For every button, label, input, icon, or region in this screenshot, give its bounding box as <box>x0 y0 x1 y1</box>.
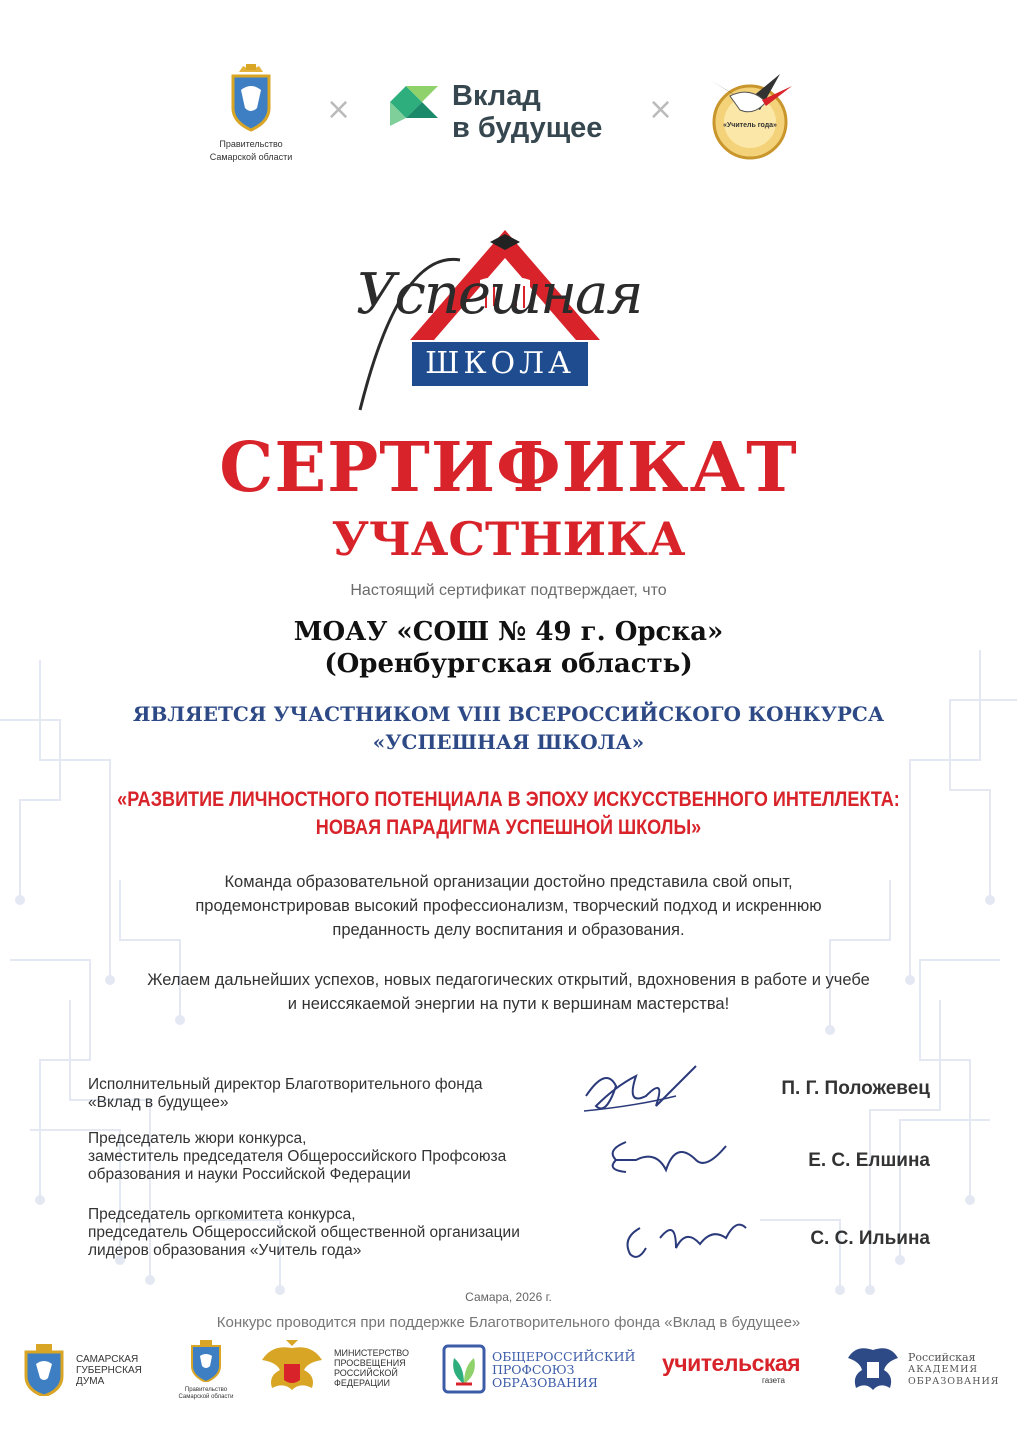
confirm-text: Настоящий сертификат подтверждает, что <box>350 582 667 599</box>
vklad-line1: Вклад <box>452 80 541 112</box>
gov-footer-line1: Правительство <box>184 1387 228 1393</box>
para2-line1: Желаем дальнейших успехов, новых педагогических открытий, вдохновения в работе и учебе <box>147 971 870 989</box>
support-text: Конкурс проводится при поддержке Благотворительного фонда «Вклад в будущее» <box>216 1314 801 1331</box>
contest-theme <box>106 786 912 842</box>
wishes-paragraph <box>60 968 957 1016</box>
para1-line1: Команда образовательной организации достойно представила свой опыт, <box>224 873 793 891</box>
duma-line1: САМАРСКАЯ <box>76 1354 139 1365</box>
signature-name-2: Е. С. Елшина <box>808 1150 930 1171</box>
school-logo-box: ШКОЛА <box>412 342 588 386</box>
theme-line2: НОВАЯ ПАРАДИГМА УСПЕШНОЙ ШКОЛЫ» <box>315 816 702 839</box>
samara-government-logo <box>196 64 306 163</box>
duma-line2: ГУБЕРНСКАЯ <box>76 1365 142 1376</box>
gazeta-main: учительская <box>662 1350 801 1376</box>
vklad-logo-mark <box>384 78 442 131</box>
vklad-line2: в будущее <box>452 112 603 144</box>
praise-paragraph <box>60 870 957 942</box>
coat-of-arms-icon <box>229 64 273 132</box>
recipient-region: (Оренбургская область) <box>324 649 693 679</box>
participant-line1: ЯВЛЯЕТСЯ УЧАСТНИКОМ VIII ВСЕРОССИЙСКОГО КОНКУРСА <box>132 702 885 726</box>
footer-ministry-logo <box>258 1340 418 1400</box>
footer-profsoyuz-logo <box>442 1344 642 1396</box>
footer-rao-logo <box>846 1342 1006 1398</box>
recipient-name: МОАУ «СОШ № 49 г. Орска» <box>293 617 724 647</box>
signature-name-1: П. Г. Положевец <box>781 1078 930 1099</box>
gazeta-sub: газета <box>762 1376 785 1385</box>
prof-line1: ОБЩЕРОССИЙСКИЙ <box>492 1349 636 1364</box>
sig3-role-line2: председатель Общероссийской общественной организации <box>88 1224 520 1241</box>
duma-line3: ДУМА <box>76 1376 105 1387</box>
double-eagle-icon <box>258 1340 326 1398</box>
duma-coat-icon <box>22 1344 66 1396</box>
theme-line1: «РАЗВИТИЕ ЛИЧНОСТНОГО ПОТЕНЦИАЛА В ЭПОХУ ИСКУССТВЕННОГО ИНТЕЛЛЕКТА: <box>117 788 900 811</box>
sig2-role-line2: заместитель председателя Общероссийского Профсоюза <box>88 1148 507 1165</box>
vklad-wordmark <box>452 80 602 144</box>
prof-line3: ОБРАЗОВАНИЯ <box>492 1375 598 1390</box>
sig2-role-line1: Председатель жюри конкурса, <box>88 1130 307 1147</box>
recipient-block <box>0 616 1017 680</box>
signature-role-2 <box>88 1130 578 1184</box>
sig2-role-line3: образования и науки Российской Федерации <box>88 1166 411 1183</box>
gov-label-line2: Самарской области <box>209 152 293 162</box>
certificate-subtitle: УЧАСТНИКА <box>331 512 686 566</box>
signature-role-1 <box>88 1076 578 1112</box>
participant-statement <box>0 700 1017 756</box>
profsoyuz-emblem-icon <box>442 1344 486 1394</box>
footer-gov-logo <box>176 1340 236 1401</box>
para1-line3: преданность делу воспитания и образования. <box>332 921 685 939</box>
stork-emblem-icon <box>700 66 800 160</box>
para1-line2: продемонстрировав высокий профессионализм, творческий подход и искреннюю <box>195 897 822 915</box>
vklad-diamond-icon <box>384 78 442 126</box>
participant-line2: «УСПЕШНАЯ ШКОЛА» <box>372 730 645 754</box>
signature-role-3 <box>88 1206 578 1260</box>
separator-cross: × <box>648 92 674 127</box>
gov-coat-icon <box>190 1340 222 1382</box>
sig1-role-line2: «Вклад в будущее» <box>88 1094 229 1111</box>
city-year: Самара, 2026 г. <box>465 1290 552 1304</box>
signature-1-mark <box>576 1056 706 1126</box>
sig3-role-line3: лидеров образования «Учитель года» <box>88 1242 362 1259</box>
signature-name-3: С. С. Ильина <box>810 1228 930 1249</box>
min-line2: ПРОСВЕЩЕНИЯ <box>334 1358 406 1368</box>
certificate-title: СЕРТИФИКАТ <box>219 428 798 508</box>
rao-line3: ОБРАЗОВАНИЯ <box>908 1376 1000 1387</box>
footer-duma-logo <box>22 1344 162 1400</box>
min-line1: МИНИСТЕРСТВО <box>334 1348 409 1358</box>
school-logo-script: Успешная <box>356 262 642 327</box>
gov-footer-line2: Самарской области <box>178 1394 234 1400</box>
teacher-badge-text: «Учитель года» <box>723 122 777 129</box>
sig3-role-line1: Председатель оргкомитета конкурса, <box>88 1206 356 1223</box>
min-line4: ФЕДЕРАЦИИ <box>334 1378 390 1388</box>
prof-line2: ПРОФСОЮЗ <box>492 1362 575 1377</box>
para2-line2: и неиссякаемой энергии на пути к вершинам мастерства! <box>287 995 730 1013</box>
separator-cross: × <box>326 92 352 127</box>
gov-label-line1: Правительство <box>219 139 283 149</box>
rao-eagle-icon <box>846 1342 900 1396</box>
min-line3: РОССИЙСКОЙ <box>334 1368 398 1378</box>
teacher-of-year-logo <box>700 66 800 160</box>
footer-gazeta-logo <box>662 1350 812 1394</box>
rao-line2: АКАДЕМИЯ <box>908 1364 979 1375</box>
sig1-role-line1: Исполнительный директор Благотворительного фонда <box>88 1076 483 1093</box>
rao-line1: Российская <box>908 1351 976 1364</box>
